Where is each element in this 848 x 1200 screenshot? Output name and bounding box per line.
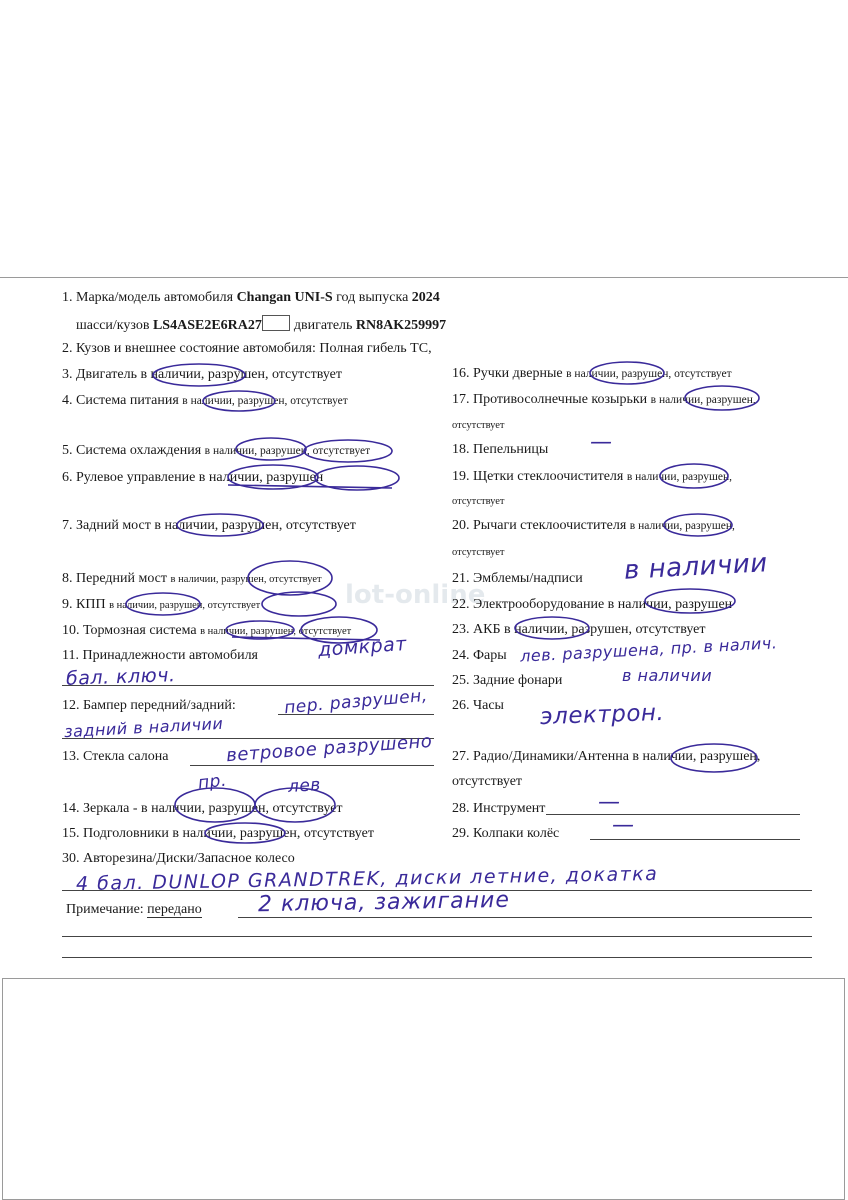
options: в наличии, разрушен, xyxy=(629,520,735,532)
label: шасси/кузов xyxy=(76,318,153,333)
options: в наличии, разрушен, отсутствует xyxy=(200,626,352,637)
item-20-wiper-arms xyxy=(452,518,735,534)
label: 4. Система питания xyxy=(62,393,183,408)
handwriting-25: в наличии xyxy=(622,666,713,685)
label: Примечание: xyxy=(66,902,144,917)
underline xyxy=(590,839,800,840)
label: 8. Передний мост xyxy=(62,571,171,586)
redacted-area-top xyxy=(0,0,848,278)
handwriting-28: — xyxy=(598,790,621,815)
note-label xyxy=(66,902,202,918)
item-24-headlights: 24. Фары xyxy=(452,648,507,663)
handwriting-30: 4 бал. DUNLOP GRANDTREK, диски летние, докатка xyxy=(75,862,659,896)
handwriting-note: 2 ключа, зажигание xyxy=(257,887,511,918)
handwriting-11a: домкрат xyxy=(317,632,408,662)
item-7-rear-axle: 7. Задний мост в наличии, разрушен, отсутствует xyxy=(62,518,356,533)
watermark: lot-online xyxy=(345,580,486,610)
item-21-emblems: 21. Эмблемы/надписи xyxy=(452,571,583,586)
item-29-hubcaps: 29. Колпаки колёс xyxy=(452,826,560,841)
item-17-sun-visors xyxy=(452,392,756,408)
options: в наличии, разрушен, xyxy=(650,394,756,406)
item-5-cooling xyxy=(62,443,370,459)
handwriting-11b: бал. ключ. xyxy=(65,664,176,690)
car-year: 2024 xyxy=(411,290,440,305)
options: в наличии, разрушен, отсутствует xyxy=(566,368,732,380)
item-26-clock: 26. Часы xyxy=(452,698,504,713)
handwriting-21: в наличии xyxy=(623,548,769,586)
options: в наличии, разрушен, отсутствует xyxy=(170,574,322,585)
handwriting-12b: задний в наличии xyxy=(63,713,224,742)
item-1-make-model xyxy=(62,290,440,306)
item-6-steering: 6. Рулевое управление в наличии, разрушен xyxy=(62,470,324,485)
item-2-body: 2. Кузов и внешнее состояние автомобиля: Полная гибель ТС, xyxy=(62,341,432,356)
handwriting-26: электрон. xyxy=(539,699,665,731)
item-13-windows: 13. Стекла салона xyxy=(62,749,169,764)
item-10-brakes xyxy=(62,623,351,640)
item-20-cont: отсутствует xyxy=(452,547,505,558)
label: 1. Марка/модель автомобиля xyxy=(62,290,237,305)
circle-mark xyxy=(262,592,336,616)
label: 20. Рычаги стеклоочистителя xyxy=(452,518,630,533)
item-22-electrical: 22. Электрооборудование в наличии, разрушен xyxy=(452,597,733,612)
handwriting-14b: лев xyxy=(287,774,322,798)
item-19-wipers xyxy=(452,469,732,485)
item-19-cont: отсутствует xyxy=(452,496,505,507)
item-30-tires: 30. Авторезина/Диски/Запасное колесо xyxy=(62,851,295,866)
redacted-area-bottom xyxy=(2,978,845,1200)
label: 17. Противосолнечные козырьки xyxy=(452,392,651,407)
note-value: передано xyxy=(147,902,202,917)
handwriting-13: ветровое разрушено xyxy=(225,730,433,767)
options: в наличии, разрушен, отсутствует xyxy=(204,445,371,457)
item-4-fuel-system xyxy=(62,393,348,409)
label: 19. Щетки стеклоочистителя xyxy=(452,469,627,484)
label: двигатель xyxy=(293,318,356,333)
item-12-bumpers: 12. Бампер передний/задний: xyxy=(62,698,236,713)
label: 5. Система охлаждения xyxy=(62,443,205,458)
engine-number: RN8AK259997 xyxy=(355,318,447,333)
vin: LS4ASE2E6RA27 xyxy=(152,318,262,333)
item-14-mirrors: 14. Зеркала - в наличии, разрушен, отсутствует xyxy=(62,801,343,816)
item-27-cont: отсутствует xyxy=(452,774,523,789)
item-28-tools: 28. Инструмент xyxy=(452,801,546,816)
label: 10. Тормозная система xyxy=(62,623,201,638)
item-17-cont: отсутствует xyxy=(452,420,505,431)
item-27-radio: 27. Радио/Динамики/Антенна в наличии, разрушен, xyxy=(452,749,761,764)
item-1-chassis xyxy=(76,315,446,334)
item-11-accessories: 11. Принадлежности автомобиля xyxy=(62,648,258,663)
label: 16. Ручки дверные xyxy=(452,366,567,381)
options: в наличии, разрушен, отсутствует xyxy=(109,600,261,611)
item-25-taillights: 25. Задние фонари xyxy=(452,673,563,688)
car-model: Changan UNI-S xyxy=(236,290,333,305)
item-15-headrests: 15. Подголовники в наличии, разрушен, отсутствует xyxy=(62,826,374,841)
underline xyxy=(546,814,800,815)
item-23-battery: 23. АКБ в наличии, разрушен, отсутствует xyxy=(452,622,706,637)
label: год выпуска xyxy=(332,290,412,305)
underline xyxy=(238,917,812,918)
underline xyxy=(62,936,812,937)
label: 9. КПП xyxy=(62,597,110,612)
handwriting-14a: пр. xyxy=(197,770,228,794)
item-16-door-handles xyxy=(452,366,732,382)
handwriting-18: — xyxy=(590,430,613,455)
underline xyxy=(62,957,812,958)
circle-mark xyxy=(315,466,399,490)
handwriting-24: лев. разрушена, пр. в налич. xyxy=(519,633,778,666)
item-9-gearbox xyxy=(62,597,260,614)
handwriting-12a: пер. разрушен, xyxy=(283,685,429,719)
options: в наличии, разрушен, xyxy=(626,471,732,483)
options: в наличии, разрушен, отсутствует xyxy=(182,395,348,407)
item-18-ashtrays: 18. Пепельницы xyxy=(452,442,549,457)
item-8-front-axle xyxy=(62,571,322,588)
item-3-engine: 3. Двигатель в наличии, разрушен, отсутствует xyxy=(62,367,342,382)
handwriting-29: — xyxy=(612,813,635,838)
vin-redaction-box xyxy=(262,315,290,331)
